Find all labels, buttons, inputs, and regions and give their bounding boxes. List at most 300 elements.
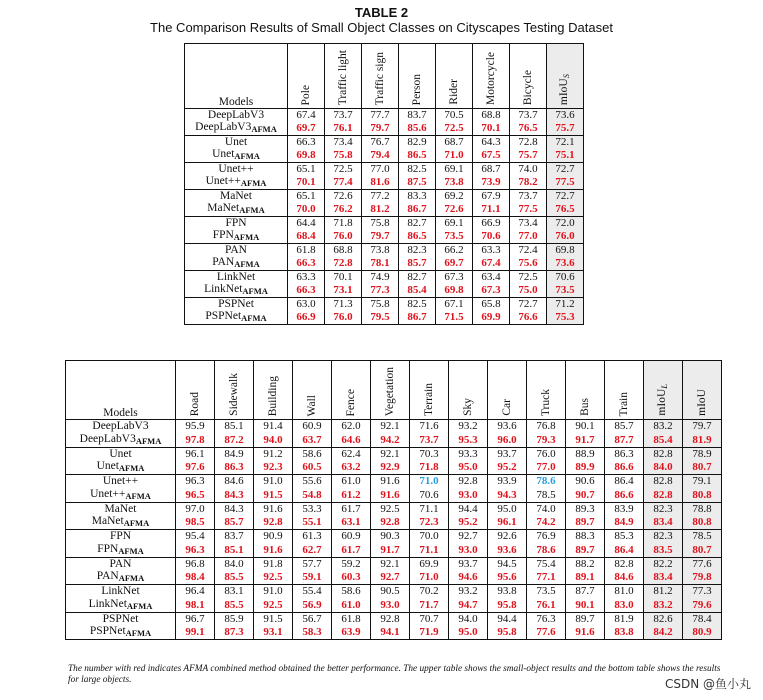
model-name <box>66 433 176 448</box>
table-cell: 87.5 <box>399 175 436 190</box>
table-cell: 90.9 <box>254 530 293 543</box>
table-cell: 84.2 <box>644 625 683 640</box>
table-cell: 65.1 <box>288 163 325 176</box>
table-cell: 63.1 <box>332 515 371 530</box>
table-cell: 73.7 <box>325 109 362 122</box>
table-cell: 72.3 <box>410 515 449 530</box>
table-cell: 98.1 <box>176 598 215 613</box>
table-cell: 55.4 <box>293 585 332 598</box>
table-row <box>185 163 584 176</box>
table-cell: 84.9 <box>605 515 644 530</box>
table-cell: 77.5 <box>547 175 584 190</box>
column-header <box>288 44 325 109</box>
table-cell: 68.8 <box>325 244 362 257</box>
table-cell: 78.4 <box>683 612 722 625</box>
table-cell: 72.6 <box>325 190 362 203</box>
column-header-text: Building <box>267 375 279 416</box>
table-cell: 58.3 <box>293 625 332 640</box>
table-cell: 84.9 <box>215 447 254 460</box>
column-header-label <box>267 376 279 416</box>
table-cell: 73.7 <box>410 433 449 448</box>
table-cell: 79.3 <box>527 433 566 448</box>
column-header <box>293 361 332 420</box>
column-header <box>254 361 293 420</box>
column-header <box>566 361 605 420</box>
model-name <box>185 136 288 149</box>
table-cell: 94.0 <box>449 612 488 625</box>
table-row <box>66 625 722 640</box>
table-cell: 76.5 <box>547 202 584 217</box>
table-cell: 89.7 <box>566 543 605 558</box>
table-cell: 92.5 <box>254 598 293 613</box>
table-cell: 66.2 <box>436 244 473 257</box>
column-header-text: Train <box>618 391 630 416</box>
model-name <box>66 502 176 515</box>
column-header-text: Person <box>411 73 423 105</box>
table-row <box>185 298 584 311</box>
table-cell: 72.7 <box>547 190 584 203</box>
table-cell: 61.7 <box>332 543 371 558</box>
table-cell: 83.4 <box>644 515 683 530</box>
table-cell: 83.8 <box>605 625 644 640</box>
table-cell: 64.4 <box>288 217 325 230</box>
table-cell: 95.9 <box>176 420 215 433</box>
table-cell: 76.1 <box>527 598 566 613</box>
model-name-text: PSPNet <box>102 612 139 625</box>
model-name <box>66 447 176 460</box>
model-name-text: Unet++ <box>205 175 241 187</box>
model-subscript: AFMA <box>118 463 145 473</box>
model-name <box>185 310 288 325</box>
table-row <box>185 136 584 149</box>
column-header <box>332 361 371 420</box>
model-name-text: MaNet <box>207 202 240 214</box>
table-cell: 76.0 <box>325 229 362 244</box>
table-cell: 70.2 <box>410 585 449 598</box>
table-cell: 85.7 <box>605 420 644 433</box>
table-cell: 59.2 <box>332 557 371 570</box>
column-header <box>605 361 644 420</box>
model-name <box>66 543 176 558</box>
column-header-text: Truck <box>540 388 552 416</box>
table-cell: 71.6 <box>410 420 449 433</box>
column-header <box>473 44 510 109</box>
table-cell: 82.9 <box>399 136 436 149</box>
model-subscript: AFMA <box>125 628 152 638</box>
model-subscript: AFMA <box>240 178 267 188</box>
column-header-label <box>501 399 513 416</box>
model-name <box>185 202 288 217</box>
table-cell: 70.7 <box>410 612 449 625</box>
table-cell: 77.6 <box>527 625 566 640</box>
column-header-text: mIoU <box>696 389 708 416</box>
table-cell: 92.8 <box>449 475 488 488</box>
table-cell: 60.9 <box>332 530 371 543</box>
table-cell: 75.7 <box>510 148 547 163</box>
model-subscript: AFMA <box>251 124 277 134</box>
table-cell: 95.0 <box>488 502 527 515</box>
table-cell: 54.8 <box>293 488 332 503</box>
table-cell: 90.6 <box>566 475 605 488</box>
column-header <box>362 44 399 109</box>
table-cell: 81.2 <box>362 202 399 217</box>
table-cell: 96.8 <box>176 557 215 570</box>
table-cell: 67.9 <box>473 190 510 203</box>
table-cell: 75.8 <box>362 298 399 311</box>
table-row <box>66 585 722 598</box>
table-row <box>66 515 722 530</box>
model-name <box>66 585 176 598</box>
table-cell: 83.2 <box>644 420 683 433</box>
table-cell: 62.0 <box>332 420 371 433</box>
table-cell: 74.0 <box>527 502 566 515</box>
table-cell: 79.7 <box>362 229 399 244</box>
table-row <box>185 244 584 257</box>
model-name-text: Unet <box>212 148 235 160</box>
table-cell: 86.3 <box>605 447 644 460</box>
table-cell: 86.5 <box>399 229 436 244</box>
table-cell: 83.4 <box>644 570 683 585</box>
table-cell: 61.0 <box>332 598 371 613</box>
table-cell: 91.0 <box>254 475 293 488</box>
table-cell: 58.6 <box>332 585 371 598</box>
table-cell: 93.3 <box>449 447 488 460</box>
column-header <box>399 44 436 109</box>
table-row <box>66 543 722 558</box>
table-cell: 72.8 <box>510 136 547 149</box>
table-cell: 66.3 <box>288 256 325 271</box>
table-cell: 82.8 <box>644 488 683 503</box>
model-name-text: LinkNet <box>101 585 140 598</box>
table-cell: 72.6 <box>436 202 473 217</box>
table-row <box>66 557 722 570</box>
table-cell: 73.7 <box>510 190 547 203</box>
table-cell: 61.0 <box>332 475 371 488</box>
table-cell: 76.2 <box>325 202 362 217</box>
table-row <box>66 447 722 460</box>
table-cell: 63.4 <box>473 271 510 284</box>
column-header-label <box>485 52 497 105</box>
table-cell: 78.6 <box>527 543 566 558</box>
table-cell: 82.5 <box>399 298 436 311</box>
table-cell: 72.1 <box>547 136 584 149</box>
table-cell: 65.1 <box>288 190 325 203</box>
table-cell: 73.7 <box>510 109 547 122</box>
table-row <box>185 148 584 163</box>
model-name <box>185 229 288 244</box>
table-cell: 67.5 <box>473 148 510 163</box>
table-cell: 93.7 <box>488 447 527 460</box>
table-cell: 71.2 <box>547 298 584 311</box>
table-cell: 82.2 <box>644 557 683 570</box>
table-cell: 91.7 <box>371 543 410 558</box>
column-header <box>547 44 584 109</box>
table-cell: 60.9 <box>293 420 332 433</box>
table-cell: 71.5 <box>436 310 473 325</box>
model-name <box>66 598 176 613</box>
table-cell: 85.6 <box>399 121 436 136</box>
model-name-text: DeepLabV3 <box>92 420 149 433</box>
table-cell: 83.7 <box>215 530 254 543</box>
table-cell: 92.8 <box>254 515 293 530</box>
table-cell: 79.7 <box>362 121 399 136</box>
model-name-text: Unet <box>224 136 248 148</box>
table-cell: 70.1 <box>473 121 510 136</box>
model-name-text: Unet++ <box>102 475 139 488</box>
table-cell: 93.0 <box>371 598 410 613</box>
table-cell: 76.3 <box>527 612 566 625</box>
table-cell: 71.3 <box>325 298 362 311</box>
table-cell: 73.5 <box>436 229 473 244</box>
table-cell: 73.4 <box>325 136 362 149</box>
table-cell: 85.1 <box>215 420 254 433</box>
table-row <box>185 202 584 217</box>
table-cell: 78.1 <box>362 256 399 271</box>
model-subscript: AFMA <box>241 313 267 323</box>
table-cell: 94.6 <box>449 570 488 585</box>
model-name-text: PAN <box>212 256 235 268</box>
table-cell: 71.7 <box>410 598 449 613</box>
table-cell: 77.7 <box>362 109 399 122</box>
table-cell: 75.3 <box>547 310 584 325</box>
table-cell: 69.2 <box>436 190 473 203</box>
table-cell: 91.6 <box>254 543 293 558</box>
model-subscript: AFMA <box>125 490 151 501</box>
table-cell: 79.7 <box>683 420 722 433</box>
table-cell: 77.3 <box>683 585 722 598</box>
table-cell: 55.1 <box>293 515 332 530</box>
table-cell: 87.2 <box>215 433 254 448</box>
table-cell: 84.0 <box>644 460 683 475</box>
table-cell: 56.9 <box>293 598 332 613</box>
column-header-label <box>337 50 349 105</box>
table-cell: 83.0 <box>605 598 644 613</box>
model-name-text: MaNet <box>91 515 124 527</box>
table-cell: 79.8 <box>683 570 722 585</box>
models-header: Models <box>66 361 176 420</box>
table-cell: 63.7 <box>293 433 332 448</box>
table-cell: 76.1 <box>325 121 362 136</box>
table-row <box>66 460 722 475</box>
table-cell: 79.4 <box>362 148 399 163</box>
column-header <box>325 44 362 109</box>
table-cell: 80.9 <box>683 625 722 640</box>
model-name-text: MaNet <box>220 190 252 202</box>
table-cell: 81.9 <box>605 612 644 625</box>
column-header-label <box>540 389 552 416</box>
model-name <box>185 283 288 298</box>
table-cell: 71.0 <box>410 475 449 488</box>
table-cell: 83.7 <box>399 109 436 122</box>
table-cell: 94.7 <box>449 598 488 613</box>
table-row <box>185 217 584 230</box>
table-cell: 74.2 <box>527 515 566 530</box>
table-cell: 96.1 <box>488 515 527 530</box>
table-cell: 83.2 <box>644 598 683 613</box>
miou-subscript: S <box>561 73 571 79</box>
table-cell: 72.7 <box>547 163 584 176</box>
table-row <box>66 530 722 543</box>
watermark: CSDN @鱼小丸 <box>664 677 751 691</box>
table-cell: 58.6 <box>293 447 332 460</box>
table-cell: 81.9 <box>683 433 722 448</box>
table-cell: 70.0 <box>288 202 325 217</box>
model-name <box>66 570 176 585</box>
column-header-label <box>522 70 534 105</box>
table-row <box>66 433 722 448</box>
table-cell: 86.3 <box>215 460 254 475</box>
column-header-text: Terrain <box>423 382 435 416</box>
table-cell: 68.7 <box>473 163 510 176</box>
table-cell: 64.6 <box>332 433 371 448</box>
table-cell: 91.6 <box>566 625 605 640</box>
table-cell: 72.5 <box>436 121 473 136</box>
table-cell: 75.1 <box>547 148 584 163</box>
table-cell: 83.3 <box>399 190 436 203</box>
table-cell: 85.5 <box>215 570 254 585</box>
column-header-text: Bicycle <box>522 69 534 105</box>
table-cell: 67.3 <box>436 271 473 284</box>
table-cell: 62.7 <box>293 543 332 558</box>
column-header <box>371 361 410 420</box>
table-cell: 73.9 <box>473 175 510 190</box>
table-cell: 96.5 <box>176 488 215 503</box>
column-header <box>436 44 473 109</box>
table-cell: 66.9 <box>288 310 325 325</box>
table-cell: 86.6 <box>605 488 644 503</box>
column-header-label <box>384 367 396 416</box>
table-cell: 92.7 <box>449 530 488 543</box>
table-cell: 79.5 <box>362 310 399 325</box>
table-cell: 82.8 <box>644 447 683 460</box>
large-objects-table <box>65 360 722 640</box>
table-cell: 67.4 <box>473 256 510 271</box>
table-cell: 60.5 <box>293 460 332 475</box>
model-name <box>66 515 176 530</box>
table-cell: 92.3 <box>254 460 293 475</box>
header-row <box>185 44 584 109</box>
model-name <box>185 190 288 203</box>
table-row <box>185 109 584 122</box>
table-cell: 91.4 <box>254 420 293 433</box>
table-cell: 95.8 <box>488 625 527 640</box>
table-cell: 85.4 <box>399 283 436 298</box>
table-cell: 62.4 <box>332 447 371 460</box>
model-subscript: AFMA <box>118 573 145 583</box>
table-cell: 67.1 <box>436 298 473 311</box>
table-cell: 64.3 <box>473 136 510 149</box>
column-header-text: Vegetation <box>384 366 396 416</box>
table-cell: 72.4 <box>510 244 547 257</box>
model-subscript: AFMA <box>239 205 265 215</box>
table-cell: 87.7 <box>605 433 644 448</box>
column-header-label <box>374 52 386 105</box>
table-cell: 89.1 <box>566 570 605 585</box>
table-cell: 68.7 <box>436 136 473 149</box>
table-cell: 85.5 <box>215 598 254 613</box>
column-header-text: mIoU <box>656 389 668 416</box>
table-cell: 84.3 <box>215 488 254 503</box>
table-cell: 94.5 <box>488 557 527 570</box>
table-cell: 78.6 <box>527 475 566 488</box>
table-cell: 78.8 <box>683 502 722 515</box>
table-cell: 81.0 <box>605 585 644 598</box>
model-subscript: AFMA <box>233 232 260 242</box>
table-cell: 67.3 <box>473 283 510 298</box>
table-cell: 95.6 <box>488 570 527 585</box>
table-cell: 90.1 <box>566 598 605 613</box>
column-header <box>449 361 488 420</box>
model-name <box>185 109 288 122</box>
table-cell: 78.2 <box>510 175 547 190</box>
table-cell: 70.1 <box>288 175 325 190</box>
column-header-label <box>558 74 572 105</box>
model-name <box>66 475 176 488</box>
table-cell: 89.7 <box>566 515 605 530</box>
table-row <box>66 612 722 625</box>
column-header-text: Traffic light <box>337 49 349 105</box>
table-cell: 65.8 <box>473 298 510 311</box>
table-cell: 85.7 <box>215 515 254 530</box>
model-subscript: AFMA <box>234 151 260 161</box>
table-cell: 73.5 <box>527 585 566 598</box>
table-cell: 86.7 <box>399 202 436 217</box>
table-row <box>185 283 584 298</box>
table-cell: 82.5 <box>399 163 436 176</box>
table-cell: 94.4 <box>488 612 527 625</box>
model-name-text: DeepLabV3 <box>79 432 136 445</box>
table-cell: 61.8 <box>288 244 325 257</box>
table-cell: 84.3 <box>215 502 254 515</box>
model-subscript: AFMA <box>118 545 144 556</box>
table-cell: 77.4 <box>325 175 362 190</box>
model-name <box>185 298 288 311</box>
model-subscript: AFMA <box>126 600 153 611</box>
table-cell: 82.3 <box>644 502 683 515</box>
table-cell: 94.1 <box>371 625 410 640</box>
table-cell: 93.8 <box>488 585 527 598</box>
table-cell: 90.5 <box>371 585 410 598</box>
column-header <box>510 44 547 109</box>
table-cell: 77.2 <box>362 190 399 203</box>
table-cell: 70.1 <box>325 271 362 284</box>
table-cell: 71.8 <box>410 460 449 475</box>
table-cell: 93.7 <box>449 557 488 570</box>
table-cell: 79.1 <box>683 475 722 488</box>
table-cell: 71.0 <box>436 148 473 163</box>
column-header-text: Fence <box>345 388 357 416</box>
model-name-text: DeepLabV3 <box>207 109 265 121</box>
table-cell: 92.5 <box>371 502 410 515</box>
table-cell: 93.1 <box>254 625 293 640</box>
table-cell: 76.7 <box>362 136 399 149</box>
model-name-text: Unet++ <box>90 487 126 500</box>
model-name-text: Unet++ <box>218 163 254 175</box>
column-header-label <box>579 398 591 416</box>
table-cell: 83.5 <box>644 543 683 558</box>
table-cell: 92.5 <box>254 570 293 585</box>
model-name <box>185 175 288 190</box>
table-cell: 95.8 <box>488 598 527 613</box>
table-cell: 70.6 <box>547 271 584 284</box>
model-name-text: MaNet <box>104 502 137 515</box>
table-footnote: The number with red indicates AFMA combined method obtained the better performance. The upper table shows the small-object results and the bottom table shows the results for large objects. <box>68 664 721 685</box>
table-cell: 83.9 <box>605 502 644 515</box>
table-cell: 79.6 <box>683 598 722 613</box>
table-cell: 92.7 <box>371 570 410 585</box>
table-cell: 70.6 <box>410 488 449 503</box>
column-header-label <box>423 383 435 416</box>
